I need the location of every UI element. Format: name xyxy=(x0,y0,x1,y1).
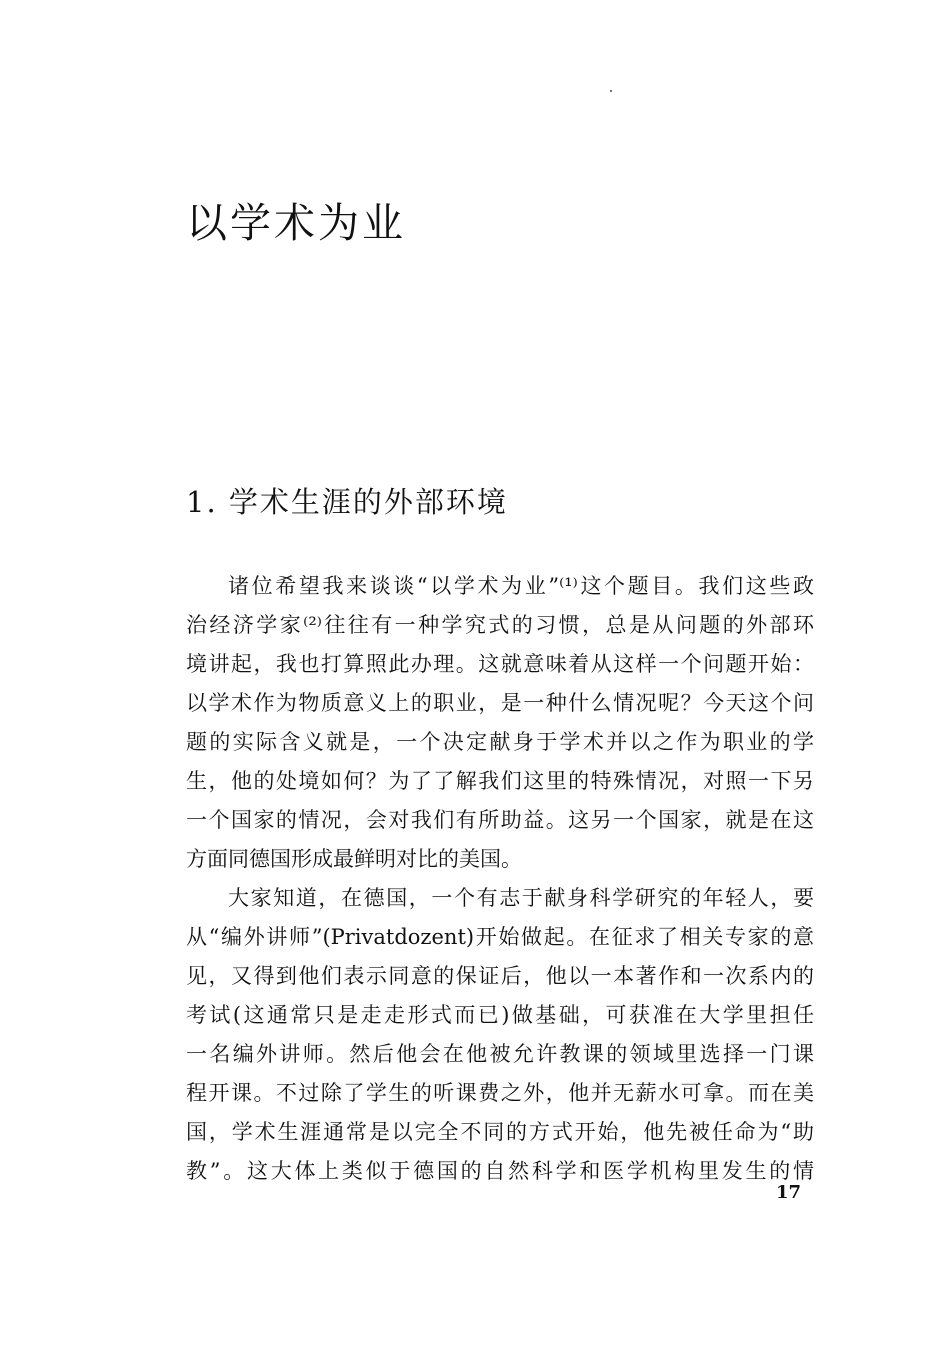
text-line: 诸位希望我来谈谈“以学术为业”⁽¹⁾这个题目。我们这些政 xyxy=(228,574,814,598)
page-number: 17 xyxy=(776,1182,802,1203)
text-line: 以学术作为物质意义上的职业，是一种什么情况呢？今天这个问 xyxy=(186,691,814,715)
section-title: 1. 学术生涯的外部环境 xyxy=(186,485,508,519)
text-line: 见，又得到他们表示同意的保证后，他以一本著作和一次系内的 xyxy=(186,964,814,988)
text-line: 从“编外讲师”(Privatdozent)开始做起。在征求了相关专家的意 xyxy=(186,925,814,949)
text-line: 大家知道，在德国，一个有志于献身科学研究的年轻人，要 xyxy=(228,886,814,910)
scan-speck xyxy=(610,90,612,92)
text-line: 生，他的处境如何？为了了解我们这里的特殊情况，对照一下另 xyxy=(186,769,814,793)
text-line: 题的实际含义就是，一个决定献身于学术并以之作为职业的学 xyxy=(186,730,814,754)
text-line: 一名编外讲师。然后他会在他被允许教课的领域里选择一门课 xyxy=(186,1042,814,1066)
text-line: 境讲起，我也打算照此办理。这就意味着从这样一个问题开始： xyxy=(186,652,814,676)
chapter-title: 以学术为业 xyxy=(186,199,406,247)
text-line: 考试(这通常只是走走形式而已)做基础，可获准在大学里担任 xyxy=(186,1003,814,1027)
text-line: 方面同德国形成最鲜明对比的美国。 xyxy=(186,847,522,871)
text-line: 教”。这大体上类似于德国的自然科学和医学机构里发生的情 xyxy=(186,1159,814,1183)
text-line: 治经济学家⁽²⁾往往有一种学究式的习惯，总是从问题的外部环 xyxy=(186,613,814,637)
text-line: 程开课。不过除了学生的听课费之外，他并无薪水可拿。而在美 xyxy=(186,1081,814,1105)
text-line: 国，学术生涯通常是以完全不同的方式开始，他先被任命为“助 xyxy=(186,1120,814,1144)
text-line: 一个国家的情况，会对我们有所助益。这另一个国家，就是在这 xyxy=(186,808,814,832)
